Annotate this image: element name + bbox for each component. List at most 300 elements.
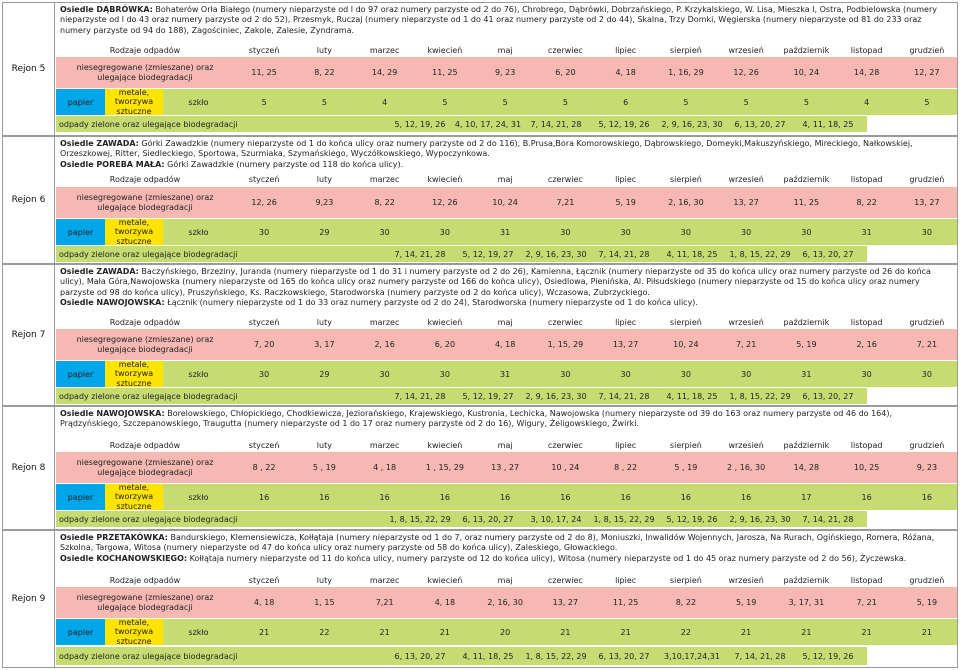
month-header: wrzesień bbox=[728, 317, 764, 327]
month-header: lipiec bbox=[615, 317, 637, 327]
mixed-waste-date-cell: 8 , 22 bbox=[252, 463, 276, 472]
green-waste-label: odpady zielone oraz ulegające biodegradacji bbox=[59, 119, 238, 129]
month-header: czerwiec bbox=[547, 174, 583, 184]
mixed-waste-date-cell: 11, 25 bbox=[793, 198, 820, 207]
recycle-date-cell: 6 bbox=[623, 97, 629, 107]
mixed-waste-date-cell: 5 , 19 bbox=[312, 463, 336, 472]
recycle-date-cell: 5 bbox=[442, 97, 448, 107]
mixed-waste-date-cell: 13, 27 bbox=[733, 198, 759, 207]
green-waste-label: odpady zielone oraz ulegające biodegradacji bbox=[59, 651, 238, 661]
recycle-date-cell: 30 bbox=[259, 227, 270, 237]
green-waste-label: odpady zielone oraz ulegające biodegradacji bbox=[59, 514, 238, 524]
green-waste-date-cell: 2, 9, 16, 23, 30 bbox=[525, 249, 587, 259]
green-waste-date-cell: 7, 14, 21, 28 bbox=[394, 249, 446, 259]
metal-plastic-label: metale, tworzywa sztuczne bbox=[105, 219, 163, 245]
green-waste-label: odpady zielone oraz ulegające biodegradacji bbox=[59, 391, 238, 401]
month-header: maj bbox=[497, 440, 513, 450]
mixed-waste-date-cell: 10, 24 bbox=[793, 68, 820, 77]
green-waste-date-cell: 2, 9, 16, 23, 30 bbox=[729, 514, 791, 524]
recycle-date-cell: 21 bbox=[439, 627, 450, 637]
streets-description bbox=[56, 137, 957, 171]
month-header: sierpień bbox=[669, 317, 702, 327]
osiedle-paragraph bbox=[60, 5, 953, 36]
month-header: czerwiec bbox=[547, 317, 583, 327]
recycle-date-cell: 30 bbox=[439, 227, 450, 237]
green-waste-date-cell: 1, 8, 15, 22, 29 bbox=[729, 391, 791, 401]
recycle-date-cell: 16 bbox=[921, 492, 932, 502]
recycle-date-cell: 16 bbox=[741, 492, 752, 502]
month-header: sierpień bbox=[669, 575, 702, 585]
green-waste-date-cell: 6, 13, 20, 27 bbox=[734, 119, 786, 129]
month-header: grudzień bbox=[909, 440, 945, 450]
recycle-date-cell: 16 bbox=[861, 492, 872, 502]
mixed-waste-row bbox=[56, 329, 957, 360]
mixed-waste-date-cell: 7, 21 bbox=[856, 598, 877, 607]
mixed-waste-date-cell: 2, 16, 30 bbox=[668, 198, 704, 207]
recycle-date-cell: 16 bbox=[439, 492, 450, 502]
months-row bbox=[234, 172, 957, 186]
paper-label: papier bbox=[56, 361, 105, 387]
region-body bbox=[56, 265, 957, 405]
mixed-waste-date-cell: 4, 18 bbox=[434, 598, 456, 607]
recycle-date-cell: 16 bbox=[379, 492, 390, 502]
mixed-waste-date-cell: 1, 15 bbox=[314, 598, 335, 607]
mixed-waste-date-cell: 14, 29 bbox=[371, 68, 398, 77]
months-row bbox=[234, 315, 957, 329]
mixed-waste-date-cell: 13, 27 bbox=[914, 198, 940, 207]
paper-label: papier bbox=[56, 89, 105, 115]
mixed-waste-date-cell: 13, 27 bbox=[612, 340, 639, 349]
mixed-waste-date-cell: 5 , 19 bbox=[674, 463, 698, 472]
recycle-date-cell: 16 bbox=[680, 492, 691, 502]
recycle-date-cell: 30 bbox=[620, 369, 631, 379]
month-header: lipiec bbox=[615, 440, 637, 450]
streets-description bbox=[56, 3, 957, 42]
month-header: kwiecień bbox=[427, 174, 463, 184]
mixed-waste-date-cell: 9,23 bbox=[315, 198, 334, 207]
green-waste-date-cell: 1, 8, 15, 22, 29 bbox=[593, 514, 655, 524]
osiedle-name: Osiedle POREBA MAŁA: bbox=[60, 159, 165, 169]
mixed-waste-dates bbox=[234, 187, 957, 218]
recycle-date-cell: 16 bbox=[259, 492, 270, 502]
recycle-dates bbox=[234, 619, 957, 645]
paper-label: papier bbox=[56, 219, 105, 245]
month-header: wrzesień bbox=[728, 440, 764, 450]
recycle-date-cell: 30 bbox=[560, 227, 571, 237]
mixed-waste-date-cell: 13, 27 bbox=[552, 598, 579, 607]
months-header bbox=[56, 573, 957, 587]
mixed-waste-date-cell: 11, 25 bbox=[432, 68, 458, 77]
green-waste-row bbox=[56, 246, 867, 262]
glass-label: szkło bbox=[163, 619, 234, 645]
recycle-row bbox=[56, 219, 957, 245]
month-header: styczeń bbox=[248, 174, 280, 184]
month-header: grudzień bbox=[909, 174, 945, 184]
recycle-date-cell: 5 bbox=[562, 97, 568, 107]
green-waste-date-cell: 4, 11, 18, 25 bbox=[802, 119, 854, 129]
month-header: styczeń bbox=[248, 317, 280, 327]
recycle-date-cell: 16 bbox=[560, 492, 571, 502]
mixed-waste-date-cell: 14, 28 bbox=[793, 463, 820, 472]
months-header bbox=[56, 172, 957, 186]
region-block bbox=[2, 264, 958, 406]
mixed-waste-date-cell: 10 , 24 bbox=[551, 463, 580, 472]
month-header: październik bbox=[783, 440, 830, 450]
mixed-waste-date-cell: 10, 25 bbox=[853, 463, 880, 472]
osiedle-name: Osiedle ZAWADA: bbox=[60, 267, 139, 276]
recycle-date-cell: 21 bbox=[620, 627, 631, 637]
mixed-waste-date-cell: 7, 20 bbox=[253, 340, 275, 349]
green-waste-date-cell: 3,10,17,24,31 bbox=[664, 651, 720, 661]
mixed-waste-label: niesegregowane (zmieszane) oraz ulegające biodegradacji bbox=[56, 187, 234, 218]
mixed-waste-date-cell: 5, 19 bbox=[796, 340, 817, 349]
recycle-date-cell: 21 bbox=[741, 627, 752, 637]
recycle-date-cell: 5 bbox=[502, 97, 508, 107]
month-header: styczeń bbox=[248, 575, 280, 585]
recycle-date-cell: 30 bbox=[921, 369, 932, 379]
recycle-date-cell: 31 bbox=[801, 369, 812, 379]
mixed-waste-row bbox=[56, 187, 957, 218]
month-header: październik bbox=[783, 575, 830, 585]
recycle-date-cell: 17 bbox=[801, 492, 812, 502]
osiedle-streets: Borelowskiego, Chłopickiego, Chodkiewicza, Jeziorańskiego, Krajewskiego, Kustronia, Lechicka, Nawojowska (numery nieparzyste od 39 do 163 oraz numery parzyste od 46 do 164), Prądzyńskiego, Szczepanowskiego, Traugutta (numery nieparzyste od 1 do 17 oraz numery parzyste od 2 do 16), Wigury, Żeligowskiego, Żwirki. bbox=[60, 409, 893, 429]
osiedle-name: Osiedle NAWOJOWSKA: bbox=[60, 409, 165, 418]
green-waste-date-cell: 5, 12, 19, 27 bbox=[462, 249, 514, 259]
recycle-date-cell: 21 bbox=[560, 627, 571, 637]
waste-kind-header: Rodzaje odpadów bbox=[109, 575, 181, 585]
green-waste-date-cell: 2, 9, 16, 23, 30 bbox=[525, 391, 587, 401]
metal-plastic-label: metale, tworzywa sztuczne bbox=[105, 619, 163, 645]
region-label: Rejon 6 bbox=[3, 137, 55, 263]
mixed-waste-date-cell: 5, 19 bbox=[615, 198, 636, 207]
month-header: kwiecień bbox=[427, 575, 463, 585]
osiedle-streets: Kołłątaja numery nieparzyste od 11 do końca ulicy, numery parzyste od 12 do końca ulicy), Witosa (numery nieparzyste od 1 do 45 oraz numery parzyste od 2 do 56), Życzewska. bbox=[187, 553, 907, 563]
month-header: maj bbox=[497, 317, 513, 327]
mixed-waste-dates bbox=[234, 57, 957, 88]
green-waste-date-cell: 5, 12, 19, 26 bbox=[666, 514, 718, 524]
region-label: Rejon 5 bbox=[3, 3, 55, 135]
paper-label: papier bbox=[56, 484, 105, 510]
waste-kind-header: Rodzaje odpadów bbox=[109, 440, 181, 450]
months-header bbox=[56, 315, 957, 329]
mixed-waste-dates bbox=[234, 587, 957, 618]
mixed-waste-date-cell: 3, 17 bbox=[314, 340, 335, 349]
month-header: luty bbox=[316, 575, 332, 585]
recycle-date-cell: 21 bbox=[259, 627, 270, 637]
green-waste-dates bbox=[386, 116, 862, 132]
mixed-waste-date-cell: 12, 26 bbox=[733, 68, 759, 77]
month-header: czerwiec bbox=[547, 575, 583, 585]
mixed-waste-row bbox=[56, 587, 957, 618]
region-body bbox=[56, 3, 957, 135]
month-header: sierpień bbox=[669, 440, 702, 450]
months-header bbox=[56, 43, 957, 57]
recycle-date-cell: 16 bbox=[500, 492, 511, 502]
month-header: sierpień bbox=[669, 45, 702, 55]
month-header: czerwiec bbox=[547, 440, 583, 450]
month-header: sierpień bbox=[669, 174, 702, 184]
mixed-waste-date-cell: 12, 27 bbox=[914, 68, 940, 77]
mixed-waste-date-cell: 7, 21 bbox=[735, 340, 757, 349]
month-header: czerwiec bbox=[547, 45, 583, 55]
recycle-row bbox=[56, 484, 957, 510]
osiedle-streets: Bohaterów Orła Białego (numery nieparzyste od l do 97 oraz numery parzyste od 2 do 76), Chrobrego, Dąbrówki, Dobrzańskiego, P. Krzykalskiego, W. Lisa, Mieszka I, Ostra, Podbielowska (numery nieparzyste od l do 43 oraz numery parzyste od 2 do 52), Przesmyk, Ruczaj (numery nieparzyste od 1 do 41 oraz numery parzyste od 2 do 44), Skalna, Trzy Domki, Węgierska (numery nieparzyste od 81 do 233 oraz numery parzyste od 94 do 188), Zagościniec, Zakole, Zalesie, Zyndrama. bbox=[60, 5, 937, 35]
green-waste-date-cell: 7, 14, 21, 28 bbox=[530, 119, 582, 129]
region-block bbox=[2, 2, 958, 136]
mixed-waste-date-cell: 12, 26 bbox=[432, 198, 458, 207]
green-waste-date-cell: 5, 12, 19, 26 bbox=[802, 651, 854, 661]
green-waste-date-cell: 5, 12, 19, 26 bbox=[598, 119, 650, 129]
osiedle-paragraph bbox=[60, 139, 953, 160]
recycle-date-cell: 22 bbox=[680, 627, 691, 637]
metal-plastic-label: metale, tworzywa sztuczne bbox=[105, 484, 163, 510]
mixed-waste-date-cell: 8, 22 bbox=[314, 68, 335, 77]
month-header: grudzień bbox=[909, 317, 945, 327]
osiedle-name: Osiedle KOCHANOWSKIEGO: bbox=[60, 553, 188, 563]
month-header: luty bbox=[316, 440, 332, 450]
mixed-waste-date-cell: 8, 22 bbox=[675, 598, 697, 607]
recycle-dates bbox=[234, 484, 957, 510]
recycle-date-cell: 30 bbox=[680, 227, 691, 237]
month-header: styczeń bbox=[248, 440, 280, 450]
mixed-waste-date-cell: 2, 16 bbox=[856, 340, 877, 349]
green-waste-date-cell: 7, 14, 21, 28 bbox=[394, 391, 446, 401]
mixed-waste-dates bbox=[234, 329, 957, 360]
recycle-date-cell: 30 bbox=[259, 369, 270, 379]
green-waste-date-cell: 1, 8, 15, 22, 29 bbox=[525, 651, 587, 661]
osiedle-paragraph bbox=[60, 409, 953, 430]
green-waste-row bbox=[56, 511, 867, 527]
glass-label: szkło bbox=[163, 89, 234, 115]
recycle-date-cell: 30 bbox=[379, 369, 390, 379]
month-header: wrzesień bbox=[728, 45, 764, 55]
recycle-dates bbox=[234, 361, 957, 387]
waste-kind-header: Rodzaje odpadów bbox=[109, 174, 181, 184]
green-waste-label: odpady zielone oraz ulegające biodegradacji bbox=[59, 249, 238, 259]
mixed-waste-date-cell: 5, 19 bbox=[735, 598, 757, 607]
mixed-waste-date-cell: 13 , 27 bbox=[491, 463, 520, 472]
mixed-waste-date-cell: 6, 20 bbox=[555, 68, 576, 77]
mixed-waste-date-cell: 7,21 bbox=[375, 598, 394, 607]
month-header: listopad bbox=[850, 45, 883, 55]
green-waste-dates bbox=[386, 647, 862, 665]
green-waste-date-cell: 5, 12, 19, 26 bbox=[394, 119, 446, 129]
mixed-waste-label: niesegregowane (zmieszane) oraz ulegające biodegradacji bbox=[56, 57, 234, 88]
green-waste-date-cell: 6, 13, 20, 27 bbox=[802, 391, 854, 401]
month-header: lipiec bbox=[615, 575, 637, 585]
mixed-waste-date-cell: 10, 24 bbox=[492, 198, 518, 207]
recycle-date-cell: 21 bbox=[379, 627, 390, 637]
green-waste-date-cell: 7, 14, 21, 28 bbox=[802, 514, 854, 524]
recycle-date-cell: 21 bbox=[801, 627, 812, 637]
month-header: październik bbox=[783, 317, 830, 327]
recycle-row bbox=[56, 89, 957, 115]
month-header: kwiecień bbox=[427, 440, 463, 450]
month-header: październik bbox=[783, 45, 830, 55]
mixed-waste-date-cell: 2, 16 bbox=[374, 340, 395, 349]
green-waste-date-cell: 3, 10, 17, 24 bbox=[530, 514, 582, 524]
month-header: lipiec bbox=[615, 174, 637, 184]
mixed-waste-date-cell: 8 , 22 bbox=[614, 463, 638, 472]
metal-plastic-label: metale, tworzywa sztuczne bbox=[105, 361, 163, 387]
recycle-date-cell: 20 bbox=[500, 627, 511, 637]
month-header: grudzień bbox=[909, 575, 945, 585]
region-label: Rejon 8 bbox=[3, 407, 55, 529]
month-header: październik bbox=[783, 174, 830, 184]
metal-plastic-label: metale, tworzywa sztuczne bbox=[105, 89, 163, 115]
mixed-waste-date-cell: 12, 26 bbox=[251, 198, 277, 207]
glass-label: szkło bbox=[163, 219, 234, 245]
osiedle-streets: Górki Zawadzkie (numery parzyste od 118 do końca ulicy). bbox=[164, 159, 404, 169]
green-waste-date-cell: 1, 8, 15, 22, 29 bbox=[389, 514, 451, 524]
osiedle-streets: Łącznik (numery nieparzyste od 1 do 33 oraz numery parzyste od 2 do 24), Starodworska (numery nieparzyste od 1 do końca ulicy). bbox=[164, 298, 698, 308]
month-header: luty bbox=[316, 317, 332, 327]
recycle-date-cell: 30 bbox=[741, 369, 752, 379]
green-waste-date-cell: 6, 13, 20, 27 bbox=[802, 249, 854, 259]
recycle-date-cell: 5 bbox=[683, 97, 689, 107]
recycle-date-cell: 21 bbox=[921, 627, 932, 637]
green-waste-date-cell: 7, 14, 21, 28 bbox=[734, 651, 786, 661]
osiedle-paragraph bbox=[60, 533, 953, 554]
month-header: listopad bbox=[850, 317, 883, 327]
region-label: Rejon 7 bbox=[3, 265, 55, 405]
region-body bbox=[56, 407, 957, 529]
mixed-waste-date-cell: 8, 22 bbox=[374, 198, 395, 207]
recycle-date-cell: 30 bbox=[921, 227, 932, 237]
osiedle-streets: Górki Zawadzkie (numery nieparzyste od 1 do końca ulicy oraz numery parzyste od 2 do 116), B.Prusa,Bora Komorowskiego, Dąbrowskiego, Domeyki,Makuszyńskiego, Mireckiego, Nałkowskiej, Orzeszkowej, Ritter, Siedleckiego, Sportowa, Szurmiaka, Szymańskiego, Wyczółkowskiego, Wypoczynkowa. bbox=[60, 139, 913, 159]
green-waste-dates bbox=[386, 511, 862, 527]
months-row bbox=[234, 438, 957, 452]
region-block bbox=[2, 136, 958, 264]
month-header: marzec bbox=[369, 575, 400, 585]
mixed-waste-date-cell: 7,21 bbox=[556, 198, 575, 207]
mixed-waste-date-cell: 4, 18 bbox=[494, 340, 516, 349]
recycle-date-cell: 5 bbox=[803, 97, 809, 107]
osiedle-paragraph bbox=[60, 160, 953, 170]
mixed-waste-date-cell: 3, 17, 31 bbox=[788, 598, 825, 607]
streets-description bbox=[56, 265, 957, 313]
month-header: listopad bbox=[850, 440, 883, 450]
mixed-waste-dates bbox=[234, 452, 957, 483]
month-header: marzec bbox=[369, 317, 400, 327]
glass-label: szkło bbox=[163, 361, 234, 387]
recycle-date-cell: 5 bbox=[261, 97, 267, 107]
recycle-date-cell: 31 bbox=[861, 227, 872, 237]
recycle-date-cell: 30 bbox=[861, 369, 872, 379]
osiedle-name: Osiedle ZAWADA: bbox=[60, 139, 139, 148]
green-waste-date-cell: 1, 8, 15, 22, 29 bbox=[729, 249, 791, 259]
recycle-date-cell: 30 bbox=[439, 369, 450, 379]
mixed-waste-date-cell: 9, 23 bbox=[916, 463, 938, 472]
month-header: maj bbox=[497, 174, 513, 184]
mixed-waste-label: niesegregowane (zmieszane) oraz ulegające biodegradacji bbox=[56, 452, 234, 483]
osiedle-paragraph bbox=[60, 267, 953, 298]
recycle-row bbox=[56, 361, 957, 387]
green-waste-date-cell: 4, 11, 18, 25 bbox=[666, 391, 718, 401]
osiedle-name: Osiedle NAWOJOWSKA: bbox=[60, 298, 165, 308]
mixed-waste-date-cell: 8, 22 bbox=[856, 198, 877, 207]
month-header: grudzień bbox=[909, 45, 945, 55]
green-waste-date-cell: 4, 11, 18, 25 bbox=[666, 249, 718, 259]
green-waste-date-cell: 6, 13, 20, 27 bbox=[598, 651, 650, 661]
green-waste-date-cell: 7, 14, 21, 28 bbox=[598, 249, 650, 259]
waste-kind-header: Rodzaje odpadów bbox=[109, 317, 181, 327]
region-label: Rejon 9 bbox=[3, 531, 55, 667]
mixed-waste-date-cell: 4 , 18 bbox=[373, 463, 397, 472]
recycle-date-cell: 31 bbox=[500, 227, 511, 237]
month-header: luty bbox=[316, 45, 332, 55]
mixed-waste-row bbox=[56, 452, 957, 483]
mixed-waste-row bbox=[56, 57, 957, 88]
green-waste-date-cell: 7, 14, 21, 28 bbox=[598, 391, 650, 401]
mixed-waste-label: niesegregowane (zmieszane) oraz ulegające biodegradacji bbox=[56, 587, 234, 618]
mixed-waste-date-cell: 4, 18 bbox=[253, 598, 275, 607]
recycle-date-cell: 30 bbox=[620, 227, 631, 237]
osiedle-name: Osiedle DĄBRÓWKA: bbox=[60, 5, 153, 14]
month-header: listopad bbox=[850, 174, 883, 184]
streets-description bbox=[56, 407, 957, 435]
month-header: listopad bbox=[850, 575, 883, 585]
mixed-waste-date-cell: 2, 16, 30 bbox=[487, 598, 523, 607]
recycle-date-cell: 21 bbox=[861, 627, 872, 637]
month-header: marzec bbox=[369, 45, 400, 55]
recycle-date-cell: 30 bbox=[741, 227, 752, 237]
recycle-dates bbox=[234, 219, 957, 245]
month-header: kwiecień bbox=[427, 317, 463, 327]
osiedle-streets: Bandurskiego, Klemensiewicza, Kołłątaja (numery nieparzyste od 1 do 7, oraz numery parzyste od 2 do 8), Moniuszki, Inwalidów Wojennych, Jarosza, Na Rurach, Ogińskiego, Romera, Róźana, Szkolna, Targowa, Witosa (numery nieparzyste od 47 do końca ulicy oraz numery parzyste od 58 do końca ulicy), Zaleskiego, Głowackiego. bbox=[60, 533, 935, 553]
region-body bbox=[56, 531, 957, 667]
glass-label: szkło bbox=[163, 484, 234, 510]
month-header: lipiec bbox=[615, 45, 637, 55]
green-waste-row bbox=[56, 388, 867, 404]
recycle-date-cell: 29 bbox=[319, 369, 330, 379]
month-header: luty bbox=[316, 174, 332, 184]
mixed-waste-date-cell: 4, 18 bbox=[615, 68, 636, 77]
mixed-waste-date-cell: 9, 23 bbox=[494, 68, 516, 77]
osiedle-paragraph bbox=[60, 298, 953, 308]
recycle-dates bbox=[234, 89, 957, 115]
mixed-waste-date-cell: 5, 19 bbox=[916, 598, 938, 607]
green-waste-date-cell: 2, 9, 16, 23, 30 bbox=[661, 119, 723, 129]
mixed-waste-date-cell: 10, 24 bbox=[673, 340, 699, 349]
month-header: marzec bbox=[369, 440, 400, 450]
recycle-date-cell: 30 bbox=[379, 227, 390, 237]
mixed-waste-date-cell: 1, 16, 29 bbox=[668, 68, 704, 77]
green-waste-date-cell: 6, 13, 20, 27 bbox=[462, 514, 514, 524]
recycle-date-cell: 22 bbox=[319, 627, 330, 637]
recycle-date-cell: 16 bbox=[620, 492, 631, 502]
months-row bbox=[234, 43, 957, 57]
green-waste-date-cell: 5, 12, 19, 27 bbox=[462, 391, 514, 401]
mixed-waste-date-cell: 14, 28 bbox=[853, 68, 880, 77]
month-header: wrzesień bbox=[728, 174, 764, 184]
osiedle-name: Osiedle PRZETAKÓWKA: bbox=[60, 533, 168, 542]
months-header bbox=[56, 438, 957, 452]
mixed-waste-label: niesegregowane (zmieszane) oraz ulegające biodegradacji bbox=[56, 329, 234, 360]
recycle-date-cell: 30 bbox=[680, 369, 691, 379]
month-header: kwiecień bbox=[427, 45, 463, 55]
recycle-date-cell: 5 bbox=[321, 97, 327, 107]
mixed-waste-date-cell: 2 , 16, 30 bbox=[727, 463, 766, 472]
green-waste-date-cell: 4, 11, 18, 25 bbox=[462, 651, 514, 661]
recycle-date-cell: 5 bbox=[924, 97, 930, 107]
mixed-waste-date-cell: 1 , 15, 29 bbox=[425, 463, 464, 472]
month-header: maj bbox=[497, 575, 513, 585]
recycle-row bbox=[56, 619, 957, 645]
recycle-date-cell: 5 bbox=[743, 97, 749, 107]
months-row bbox=[234, 573, 957, 587]
osiedle-paragraph bbox=[60, 554, 953, 564]
